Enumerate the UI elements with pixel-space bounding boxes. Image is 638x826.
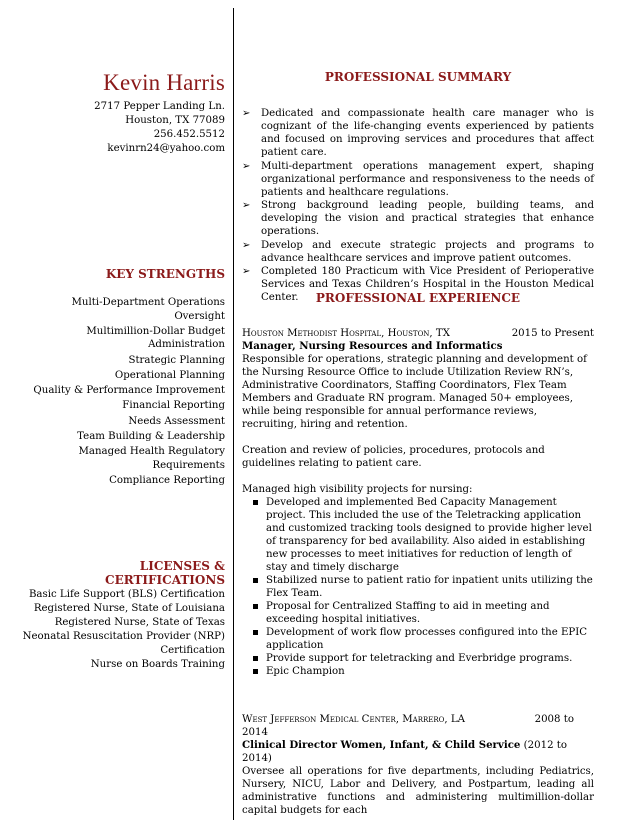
arrow-bullet-icon: ➢ — [242, 108, 251, 119]
job-title-dates: (2012 to 2014) — [242, 740, 568, 764]
summary-item: ➢ Develop and execute strategic projects and programs to advance healthcare services and improve patient outcomes. — [242, 239, 594, 264]
certification-item: Basic Life Support (BLS) Certification — [28, 589, 225, 600]
strength-item: Team Building & Leadership — [77, 431, 225, 443]
strength-item: Needs Assessment — [128, 415, 225, 427]
arrow-bullet-icon: ➢ — [242, 160, 251, 172]
certifications-heading: LICENSES & CERTIFICATIONS — [105, 559, 225, 587]
summary-item: ➢ Completed 180 Practicum with Vice President of Perioperative Services and Texas Children’s Hospital in the Houston Medical Center. — [242, 266, 594, 303]
certification-item: Nurse on Boards Training — [90, 658, 225, 670]
job-title: Clinical Director Women, Infant, & Child Service — [242, 739, 521, 751]
square-bullet-icon — [253, 500, 258, 505]
job-dates-continued: 2014 — [242, 727, 268, 738]
strength-item: Managed Health Regulatory Requirements — [78, 446, 225, 471]
contact-block — [20, 100, 225, 156]
key-strengths-heading: KEY STRENGTHS — [105, 267, 225, 281]
arrow-bullet-icon: ➢ — [242, 266, 251, 277]
job-description-2: Creation and review of policies, procedures, protocols and guidelines relating to patient care. — [242, 445, 545, 469]
employer-line — [242, 327, 594, 340]
email: kevinrn24@yahoo.com — [107, 143, 225, 154]
summary-item: ➢ Multi-department operations management expert, shaping organizational performance and responsiveness to the needs of patients and healthcare regulations. — [242, 160, 594, 198]
project-item: Development of work flow processes configured into the EPIC application — [242, 626, 594, 652]
strength-item: Compliance Reporting — [109, 475, 225, 487]
arrow-bullet-icon: ➢ — [242, 239, 251, 251]
arrow-bullet-icon: ➢ — [242, 200, 251, 211]
employer-line — [242, 713, 594, 726]
job-title: Manager, Nursing Resources and Informatics — [242, 340, 503, 352]
summary-list — [242, 107, 594, 305]
job-description: Responsible for operations, strategic planning and development of the Nursing Resource Office to include Utilization Review RN’s, Administrative Coordinators, Staffing Coordinators, Flex Team Members and Graduate RN program. Managed 50+ employees, while being responsible for annual performance reviews, recruiting, hiring and retention. — [242, 354, 587, 430]
address-line1: 2717 Pepper Landing Ln. — [94, 101, 225, 112]
strength-item: Multi-Department Operations Oversight — [71, 297, 225, 322]
column-divider — [233, 8, 234, 820]
square-bullet-icon — [253, 656, 258, 661]
job-description: Oversee all operations for five departments, including Pediatrics, Nursery, NICU, Labor and Delivery, and Postpartum, leading all administrative functions and administering multimillion-dollar capital budgets for each — [242, 766, 594, 816]
project-item: Proposal for Centralized Staffing to aid in meeting and exceeding hospital initiatives. — [242, 600, 594, 626]
professional-experience-heading: PROFESSIONAL EXPERIENCE — [315, 291, 521, 305]
square-bullet-icon — [253, 630, 258, 635]
employer: Houston Methodist Hospital, Houston, TX — [242, 328, 450, 339]
job-entry-houston-methodist — [242, 327, 594, 678]
project-item: Developed and implemented Bed Capacity Management project. This included the use of the Teletracking application and customized tracking tools designed to provide higher level of transparency for bed availability. Also aided in establishing new processes to meet initiatives for reduction of length of stay and timely discharge — [242, 496, 594, 574]
certifications-list — [20, 588, 225, 672]
projects-intro: Managed high visibility projects for nursing: — [242, 484, 473, 495]
professional-summary-heading: PROFESSIONAL SUMMARY — [324, 70, 512, 84]
strength-item: Strategic Planning — [128, 354, 225, 366]
job-dates: 2015 to Present — [511, 328, 594, 339]
summary-item: ➢ Dedicated and compassionate health care manager who is cognizant of the life-changing events experienced by patients and focused on improving services and procedures that affect patient care. — [242, 108, 594, 158]
square-bullet-icon — [253, 578, 258, 583]
certification-item: Registered Nurse, State of Louisiana — [33, 603, 225, 614]
candidate-name: Kevin Harris — [103, 70, 225, 95]
strength-item: Multimillion-Dollar Budget Administration — [86, 325, 225, 351]
job-title-line — [242, 739, 594, 765]
strength-item: Quality & Performance Improvement — [33, 385, 225, 397]
certification-item: Neonatal Resuscitation Provider (NRP) Certification — [22, 631, 225, 656]
job-dates: 2008 to — [534, 714, 574, 725]
square-bullet-icon — [253, 669, 258, 674]
project-item: Provide support for teletracking and Everbridge programs. — [242, 652, 594, 665]
address-line2: Houston, TX 77089 — [125, 115, 225, 126]
phone: 256.452.5512 — [153, 129, 225, 140]
project-item: Epic Champion — [242, 665, 594, 678]
summary-item: ➢ Strong background leading people, building teams, and developing the vision and practical strategies that enhance operations. — [242, 200, 594, 237]
strength-item: Operational Planning — [114, 369, 225, 381]
certification-item: Registered Nurse, State of Texas — [54, 617, 225, 628]
project-item: Stabilized nurse to patient ratio for inpatient units utilizing the Flex Team. — [242, 574, 594, 600]
key-strengths-list — [20, 296, 225, 489]
square-bullet-icon — [253, 604, 258, 609]
projects-list — [242, 496, 594, 678]
employer: West Jefferson Medical Center, Marrero, LA — [242, 714, 465, 725]
strength-item: Financial Reporting — [122, 400, 225, 412]
job-entry-west-jefferson — [242, 713, 594, 817]
